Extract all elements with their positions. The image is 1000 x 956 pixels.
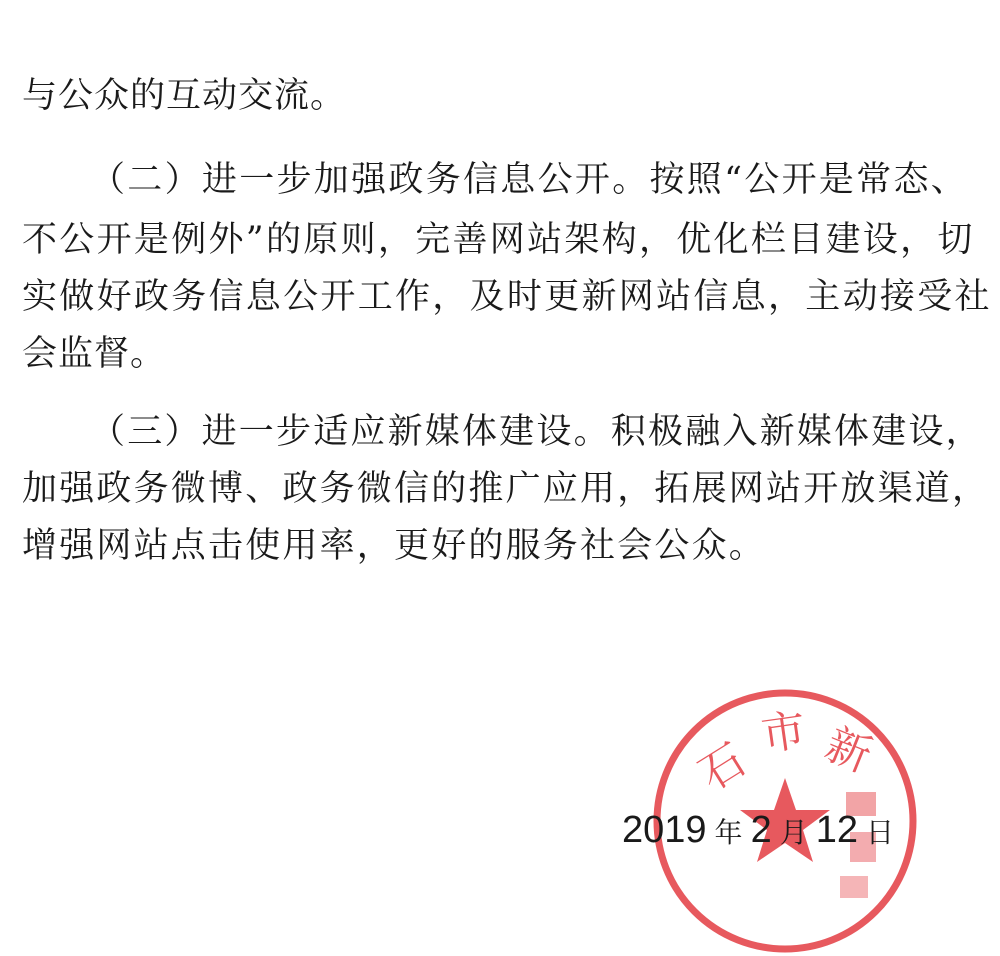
seal-char-2: 市 bbox=[758, 704, 809, 762]
body-line-5: 会监督。 bbox=[22, 334, 167, 374]
date-month-unit: 月 bbox=[779, 816, 808, 849]
date-year: 2019 bbox=[622, 809, 707, 851]
seal-char-1: 石 bbox=[690, 734, 755, 801]
seal-char-3: 新 bbox=[818, 718, 879, 783]
seal-mark bbox=[840, 876, 868, 898]
date-year-unit: 年 bbox=[714, 816, 743, 849]
body-line-4: 实做好政务信息公开工作，及时更新网站信息，主动接受社 bbox=[22, 277, 992, 317]
date-day: 12 bbox=[815, 809, 858, 851]
body-line-2: （二）进一步加强政务信息公开。按照“公开是常态、 bbox=[90, 160, 969, 200]
body-line-7: 加强政务微博、政务微信的推广应用，拓展网站开放渠道， bbox=[22, 469, 990, 509]
body-line-6: （三）进一步适应新媒体建设。积极融入新媒体建设， bbox=[90, 412, 983, 452]
body-line-3: 不公开是例外”的原则，完善网站架构，优化栏目建设，切 bbox=[22, 220, 975, 260]
document-date bbox=[622, 808, 902, 855]
body-line-8: 增强网站点击使用率，更好的服务社会公众。 bbox=[22, 526, 767, 566]
date-month: 2 bbox=[750, 809, 772, 851]
date-day-unit: 日 bbox=[866, 816, 895, 849]
body-line-1: 与公众的互动交流。 bbox=[22, 76, 347, 116]
